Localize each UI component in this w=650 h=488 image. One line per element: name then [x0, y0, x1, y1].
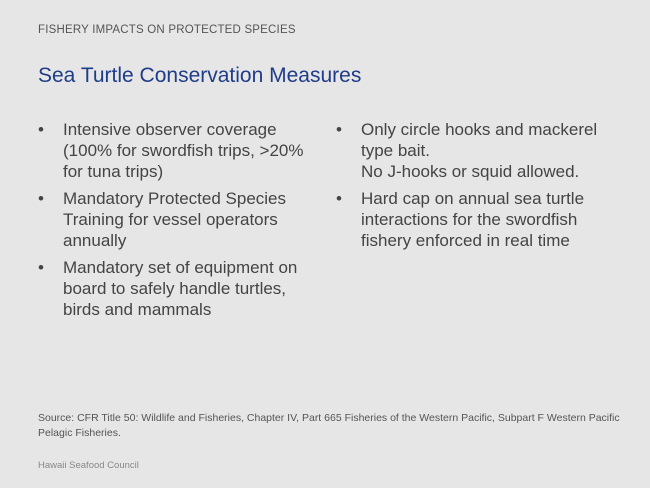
section-header: FISHERY IMPACTS ON PROTECTED SPECIES	[38, 24, 296, 36]
bullet-text: Intensive observer coverage (100% for swordfish trips, >20% for tuna trips)	[63, 120, 304, 181]
bullet-icon: •	[38, 258, 44, 277]
bullet-text: Hard cap on annual sea turtle interactions for the swordfish fishery enforced in real time	[361, 189, 585, 250]
bullet-text: Mandatory set of equipment on board to safely handle turtles, birds and mammals	[63, 258, 298, 319]
left-bullet-column	[38, 119, 318, 326]
slide-title: Sea Turtle Conservation Measures	[38, 64, 362, 87]
bullet-item	[336, 188, 626, 251]
source-citation: Source: CFR Title 50: Wildlife and Fisheries, Chapter IV, Part 665 Fisheries of the Western Pacific, Subpart F Western Pacific Pelagic Fisheries.	[38, 412, 620, 439]
bullet-icon: •	[38, 189, 44, 208]
bullet-text: Mandatory Protected Species Training for vessel operators annually	[63, 189, 287, 250]
bullet-icon: •	[38, 120, 44, 139]
bullet-item	[38, 119, 318, 182]
bullet-icon: •	[336, 120, 342, 139]
right-bullet-column	[336, 119, 626, 257]
bullet-icon: •	[336, 189, 342, 208]
bullet-item	[38, 257, 318, 320]
bullet-item	[336, 119, 626, 182]
bullet-item	[38, 188, 318, 251]
bullet-text: Only circle hooks and mackerel type bait. No J-hooks or squid allowed.	[361, 120, 598, 181]
footer-organization: Hawaii Seafood Council	[38, 460, 139, 471]
